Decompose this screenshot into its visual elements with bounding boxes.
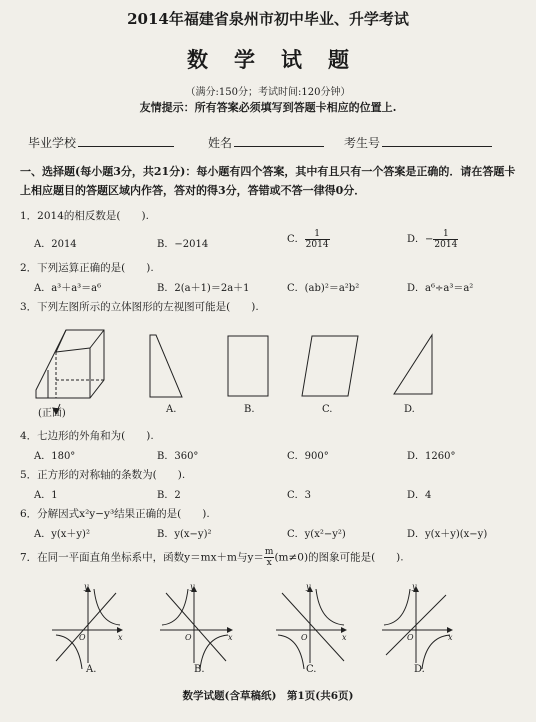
view-d-triangle xyxy=(394,335,432,394)
q5-option-c[interactable]: C．3 xyxy=(287,490,312,501)
q7-stem xyxy=(20,547,404,568)
exam-title: 2014年福建省泉州市初中毕业、升学考试 xyxy=(127,10,409,28)
q5-option-a[interactable]: A．1 xyxy=(34,490,58,501)
q6-option-d[interactable]: D．y(x＋y)(x−y) xyxy=(407,529,488,540)
q3-option-b[interactable]: B. xyxy=(244,404,255,415)
exam-no-field xyxy=(344,134,492,151)
section-intro: 一、选择题(每小题3分，共21分)：每小题有四个答案，其中有且只有一个答案是正确的．请在答题卡上相应题目的答题区域内作答，答对的得3分，答错或不答一律得0分． xyxy=(20,165,516,197)
subject-title: 数学试题 xyxy=(187,47,375,72)
q7-graphs xyxy=(0,575,536,675)
graph-b xyxy=(160,587,232,669)
q5-stem: 5．正方形的对称轴的条数为( ). xyxy=(20,469,186,481)
q4-stem: 4．七边形的外角和为( ). xyxy=(20,430,154,442)
graph-c-x-label: x xyxy=(342,633,347,642)
q1-stem: 1．2014的相反数是( ). xyxy=(20,210,149,222)
q7-option-d[interactable]: D. xyxy=(414,664,425,675)
graph-d-origin: O xyxy=(407,633,414,642)
graph-a-origin: O xyxy=(79,633,86,642)
fraction-denominator: 2014 xyxy=(434,240,458,250)
q3-stem: 3．下列左图所示的立体图形的左视图可能是( ). xyxy=(20,301,259,313)
q4-option-b[interactable]: B．360° xyxy=(157,451,199,462)
q1-option-c-label: C． xyxy=(287,234,305,245)
q7-option-c[interactable]: C. xyxy=(306,664,317,675)
q1-option-c-fraction xyxy=(305,229,330,250)
exam-no-blank[interactable] xyxy=(382,135,492,147)
q7-stem-part-b: (m≠0)的图象可能是( ). xyxy=(274,551,404,564)
fraction-numerator: 1 xyxy=(305,229,330,240)
q2-option-d[interactable]: D．a⁶÷a³＝a² xyxy=(407,283,474,294)
q6-option-b[interactable]: B．y(x−y)² xyxy=(157,529,212,540)
q5-option-b[interactable]: B．2 xyxy=(157,490,181,501)
graph-b-y-label: y xyxy=(190,582,195,591)
q3-option-a[interactable]: A. xyxy=(166,404,177,415)
solid-figure xyxy=(36,330,104,414)
q1-option-a[interactable]: A．2014 xyxy=(34,239,77,250)
q4-option-c[interactable]: C．900° xyxy=(287,451,329,462)
q7-option-b[interactable]: B. xyxy=(194,664,205,675)
q2-option-a[interactable]: A．a³＋a³＝a⁶ xyxy=(34,283,102,294)
name-blank[interactable] xyxy=(234,135,324,147)
exam-info: （满分:150分；考试时间:120分钟） xyxy=(185,87,351,98)
school-label: 毕业学校 xyxy=(28,136,77,150)
page-footer: 数学试题(含草稿纸) 第1页(共6页) xyxy=(182,690,354,702)
q6-option-a[interactable]: A．y(x＋y)² xyxy=(34,529,90,540)
view-b-rectangle xyxy=(228,336,268,396)
q2-option-b[interactable]: B．2(a＋1)＝2a＋1 xyxy=(157,283,250,294)
graph-b-x-label: x xyxy=(228,633,233,642)
view-c-parallelogram xyxy=(302,336,358,396)
fraction-denominator: 2014 xyxy=(305,240,329,250)
q3-front-label: (正面) xyxy=(38,408,66,419)
graph-b-origin: O xyxy=(185,633,192,642)
q3-figures xyxy=(0,320,536,440)
q1-option-d-label: D．− xyxy=(407,234,434,245)
q1-option-d[interactable] xyxy=(407,229,458,250)
q3-option-d[interactable]: D. xyxy=(404,404,415,415)
exam-no-label: 考生号 xyxy=(344,136,381,150)
graph-d-y-label: y xyxy=(412,582,417,591)
graph-c-y-label: y xyxy=(306,582,311,591)
q3-option-c[interactable]: C. xyxy=(322,404,333,415)
q4-option-d[interactable]: D．1260° xyxy=(407,451,456,462)
graph-c xyxy=(276,587,346,669)
name-label: 姓名 xyxy=(208,136,233,150)
q6-stem: 6．分解因式x²y−y³结果正确的是( ). xyxy=(20,508,210,520)
q7-fraction xyxy=(264,547,275,568)
graph-d xyxy=(382,587,452,669)
q7-option-a[interactable]: A. xyxy=(86,664,97,675)
q1-option-d-fraction xyxy=(433,229,458,250)
school-blank[interactable] xyxy=(78,135,174,147)
graph-c-origin: O xyxy=(301,633,308,642)
q6-option-c[interactable]: C．y(x²−y²) xyxy=(287,529,346,540)
q5-option-d[interactable]: D．4 xyxy=(407,490,432,501)
q2-stem: 2．下列运算正确的是( ). xyxy=(20,262,154,274)
q4-option-a[interactable]: A．180° xyxy=(34,451,76,462)
q1-option-b[interactable]: B．−2014 xyxy=(157,239,209,250)
graph-a xyxy=(52,587,122,669)
view-a-triangle xyxy=(150,335,182,397)
fraction-numerator: m xyxy=(264,547,274,557)
fraction-numerator: 1 xyxy=(433,229,458,240)
q7-stem-part-a: 7．在同一平面直角坐标系中，函数y＝mx＋m与y＝ xyxy=(20,551,264,564)
fraction-denominator: x xyxy=(266,558,272,568)
friendly-tip: 友情提示：所有答案必须填写到答题卡相应的位置上. xyxy=(139,101,397,114)
graph-a-x-label: x xyxy=(118,633,123,642)
graph-d-x-label: x xyxy=(448,633,453,642)
q2-option-c[interactable]: C．(ab)²＝a²b² xyxy=(287,283,360,294)
name-field xyxy=(208,134,324,151)
graph-a-y-label: y xyxy=(84,582,89,591)
school-field xyxy=(28,134,174,151)
q1-option-c[interactable] xyxy=(287,229,330,250)
